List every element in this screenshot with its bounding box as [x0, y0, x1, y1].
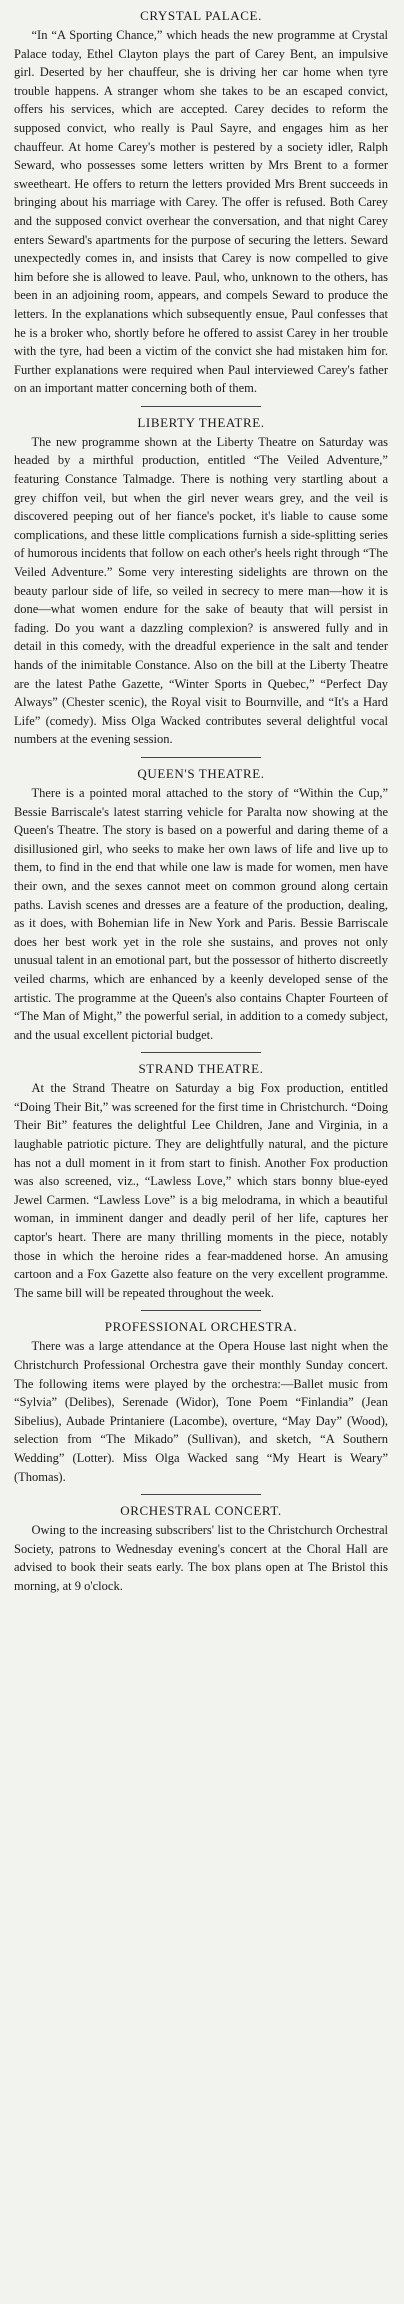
- section-divider: [141, 757, 261, 758]
- article-heading: CRYSTAL PALACE.: [140, 8, 262, 23]
- section-divider: [141, 1494, 261, 1495]
- section-divider: [141, 1310, 261, 1311]
- article-professional-orchestra: [14, 1319, 388, 1486]
- article-body: Owing to the increasing subscribers' list to the Christchurch Orchestral Society, patrons to Wednesday evening's concert at the Choral Hall are advised to book their seats early. The box plans open at The Bristol this morning, at 9 o'clock.: [14, 1523, 388, 1593]
- article-heading: QUEEN'S THEATRE.: [137, 765, 265, 781]
- article-heading: ORCHESTRAL CONCERT.: [120, 1503, 282, 1519]
- article-body: “In “A Sporting Chance,” which heads the new programme at Crystal Palace today, Ethel Clayton plays the part of Carey Bent, an impulsive girl. Deserted by her chauffeur, she is driving her car home when tyre trouble happens. A stranger whom she takes to be an escaped convict, offers his services, which are accepted. Carey decides to reform the supposed convict, who really is Paul Sayre, and engages him as her chauffeur. At home Carey's mother is pestered by a society idler, Ralph Seward, who possesses some letters written by Mrs Brent to a former sweetheart. He offers to return the letters provided Mrs Brent succeeds in bringing about his marriage with Carey. The offer is refused. Both Carey and the supposed convict overhear the conversation, and that night Carey enters Seward's apartments for the purpose of securing the letters. Seward unexpectedly comes in, and insists that Carey is now compelled to give him before she is allowed to leave. Paul, who, unknown to the others, has been in an adjoining room, appears, and compels Seward to produce the letters. In the explanations which subsequently ensue, Paul confesses that he is a broker who, shortly before he offered to assist Carey in her trouble with the tyre, had been a victim of the convict she had mistaken him for. Further explanations were required when Paul interviewed Carey's father on an important matter concerning both of them.: [14, 28, 388, 396]
- article-body: There is a pointed moral attached to the story of “Within the Cup,” Bessie Barriscale's latest starring vehicle for Paralta now showing at the Queen's Theatre. The story is based on a powerful and daring theme of a disillusioned girl, who seeks to make her own laws of life and live up to them, to find in the end that while one law is made for women, men have their own, and the sexes cannot meet on common ground along certain paths. Lavish scenes and dresses are a feature of the production, dealing, as it does, with Bohemian life in New York and Paris. Bessie Barriscale does her best work yet in the role she sustains, and proves not only unusual talent in an emotional part, but the possessor of hitherto discreetly veiled charms, which are enhanced by a keenly developed sense of the artistic. The programme at the Queen's also contains Chapter Fourteen of “The Man of Might,” the powerful serial, in addition to a comedy subject, and the usual excellent pictorial budget.: [14, 785, 388, 1042]
- article-heading: LIBERTY THEATRE.: [137, 414, 265, 430]
- article-strand-theatre: [14, 1061, 388, 1302]
- article-body: There was a large attendance at the Opera House last night when the Christchurch Professional Orchestra gave their monthly Sunday concert. The following items were played by the orchestra:—Ballet music from “Sylvia” (Delibes), Serenade (Widor), Tone Poem “Finlandia” (Jean Sibelius), Aubade Printaniere (Lacombe), overture, “May Day” (Wood), selection from “The Mikado” (Sullivan), and sketch, “A Southern Wedding” (Lotter). Miss Olga Wacked sang “My Heart is Weary” (Thomas).: [14, 1339, 388, 1484]
- article-liberty-theatre: [14, 415, 388, 749]
- article-crystal-palace: [14, 8, 388, 398]
- article-body: At the Strand Theatre on Saturday a big Fox production, entitled “Doing Their Bit,” was screened for the first time in Christchurch. “Doing Their Bit” features the delightful Lee Children, Jane and Virginia, in a laughable patriotic picture. They are delightfully natural, and the picture has not a dull moment in it from start to finish. Another Fox production was also screened, viz., “Lawless Love,” which stars bonny blue-eyed Jewel Carmen. “Lawless Love” is a big melodrama, in which a beautiful woman, in imminent danger and deadly peril of her life, captures her captor's heart. There are many thrilling moments in the piece, notably those in which the heroine rides a fear-maddened horse. An amusing cartoon and a Fox Gazette also feature on the very excellent programme. The same bill will be repeated throughout the week.: [14, 1081, 388, 1300]
- article-queens-theatre: [14, 766, 388, 1044]
- article-heading: PROFESSIONAL ORCHESTRA.: [104, 1319, 298, 1335]
- article-heading: STRAND THEATRE.: [138, 1061, 264, 1077]
- section-divider: [141, 1052, 261, 1053]
- section-divider: [141, 406, 261, 407]
- article-body: The new programme shown at the Liberty Theatre on Saturday was headed by a mirthful production, entitled “The Veiled Adventure,” featuring Constance Talmadge. There is nothing very startling about a grey chiffon veil, but when the girl never wears grey, and the veil is discovered peeping out of her fiance's pocket, it's liable to cause some complications, and these little complications furnish a side-splitting series of humorous incidents that follow on each other's heels right through “The Veiled Adventure.” Some very interesting sidelights are thrown on the beauty parlour side of life, so veiled in secrecy to mere man—how it is done—what women endure for the sake of beauty that will persist in fading. Do you want a dazzling complexion? is answered fully and in detail in this comedy, with the dreadful experience in the salt and tender hands of the inimitable Constance. Also on the bill at the Liberty Theatre are the latest Pathe Gazette, “Winter Sports in Quebec,” “Perfect Day Always” (Chester scenic), the Royal visit to Bournville, and “It's a Hard Life” (comedy). Miss Olga Wacked contributes several delightful vocal numbers at the evening session.: [14, 434, 388, 747]
- article-orchestral-concert: [14, 1503, 388, 1595]
